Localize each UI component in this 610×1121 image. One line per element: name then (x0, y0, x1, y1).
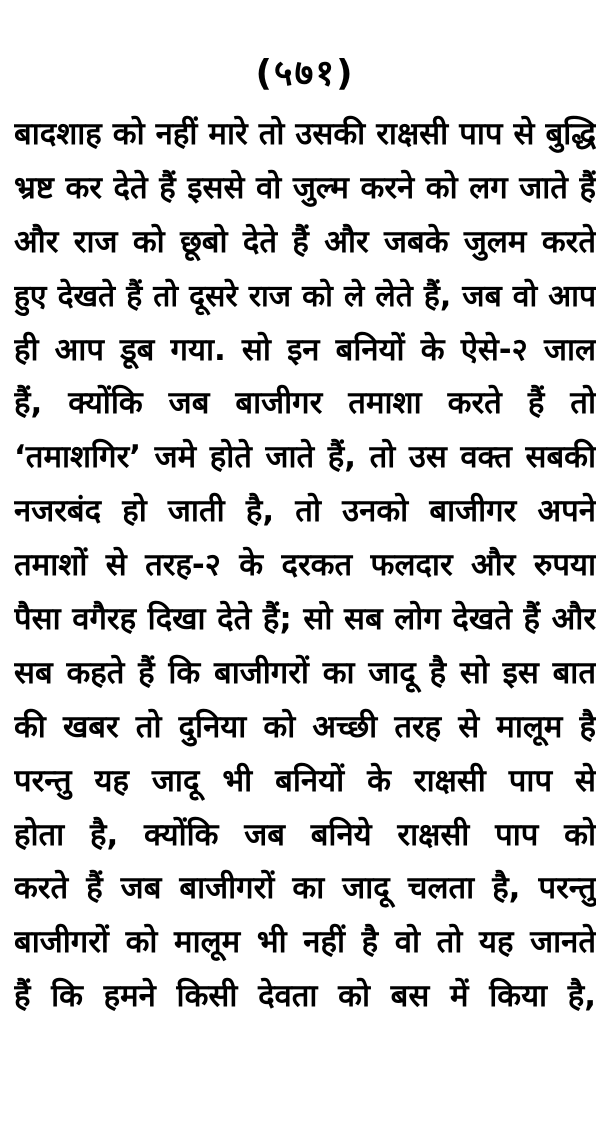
text-line: परन्तु यह जादू भी बनियों के राक्षसी पाप से (14, 762, 596, 799)
text-line: भ्रष्ट कर देते हैं इससे वो जुल्म करने को लग जाते हैं (14, 169, 596, 206)
text-line: बाजीगरों को मालूम भी नहीं है वो तो यह जानते (14, 924, 596, 961)
text-line: ‘तमाशगिर’ जमे होते जाते हैं, तो उस वक्त सबकी (14, 439, 596, 476)
text-line: करते हैं जब बाजीगरों का जादू चलता है, परन्तु (14, 870, 596, 907)
text-line: बादशाह को नहीं मारे तो उसकी राक्षसी पाप से बुद्धि (14, 116, 596, 152)
text-line: तमाशों से तरह-२ के दरकत फलदार और रुपया (14, 547, 596, 584)
body-text (14, 108, 596, 1024)
text-line: ही आप डूब गया. सो इन बनियों के ऐसे-२ जाल (14, 331, 596, 368)
text-line: सब कहते हैं कि बाजीगरों का जादू है सो इस बात (14, 654, 596, 691)
text-line: हुए देखते हैं तो दूसरे राज को ले लेते हैं, जब वो आप (14, 278, 596, 314)
text-line: हैं कि हमने किसी देवता को बस में किया है, (14, 978, 596, 1015)
text-line: नजरबंद हो जाती है, तो उनको बाजीगर अपने (14, 493, 596, 530)
text-line: और राज को छूबो देते हैं और जबके जुलम करते (14, 223, 596, 260)
text-line: पैसा वगैरह दिखा देते हैं; सो सब लोग देखते हैं और (14, 601, 596, 638)
text-line: हैं, क्योंकि जब बाजीगर तमाशा करते हैं तो (14, 385, 596, 422)
text-line: की खबर तो दुनिया को अच्छी तरह से मालूम है (14, 708, 596, 745)
text-line: होता है, क्योंकि जब बनिये राक्षसी पाप को (14, 816, 596, 853)
page-number: (५७१) (255, 53, 355, 94)
